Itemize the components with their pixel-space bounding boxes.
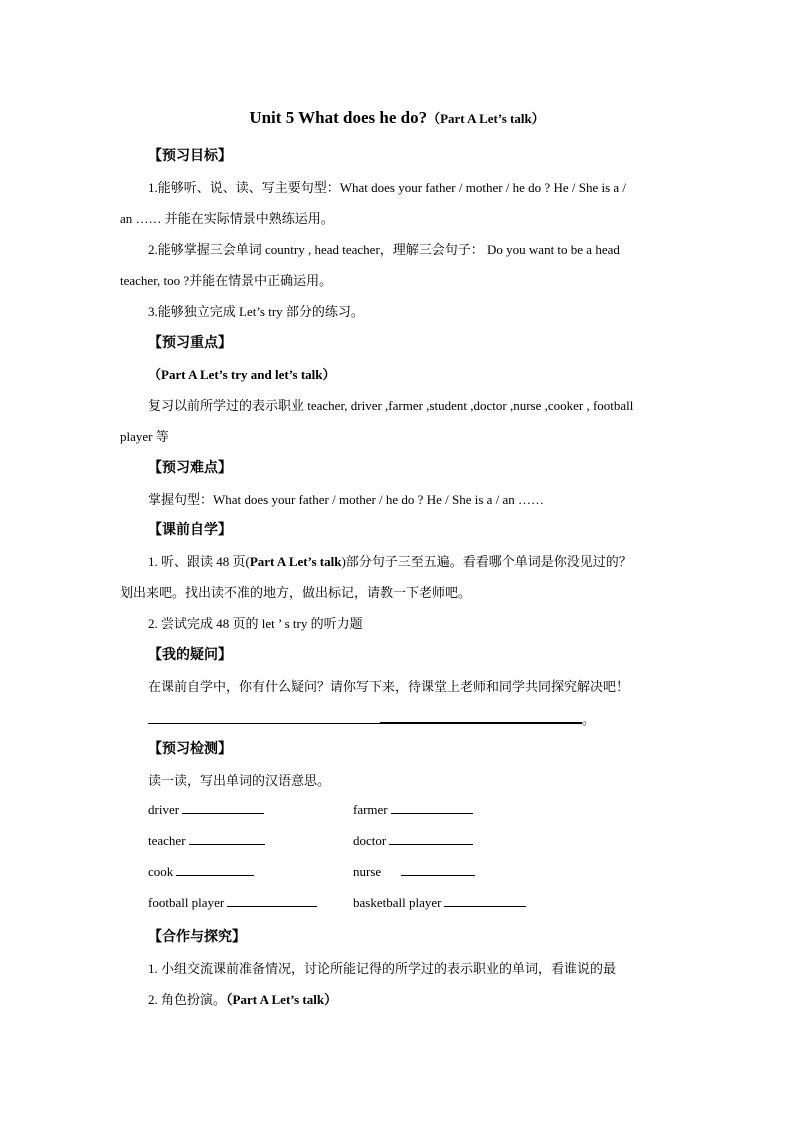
goals-item1-line1: 1.能够听、说、读、写主要句型：What does your father / mother / he do ? He / She is a / [148,180,627,195]
difficulties-heading: 【预习难点】 [148,461,232,476]
check-heading: 【预习检测】 [148,742,232,757]
questions-text: 在课前自学中，你有什么疑问？请你写下来，待课堂上老师和同学共同探究解决吧！ [148,679,630,694]
word-label: nurse [353,864,382,879]
explore-item2 [148,989,337,1008]
key-points-heading: 【预习重点】 [148,336,232,351]
word-label: driver [148,802,180,817]
key-points-line1: 复习以前所学过的表示职业 teacher, driver ,farmer ,student ,doctor ,nurse ,cooker , football [148,398,634,413]
word-label: doctor [353,833,387,848]
goals-item1-line2: an …… 并能在实际情景中熟练运用。 [120,211,334,226]
word-label: cook [148,864,174,879]
key-points-line2: player 等 [120,429,169,444]
self-study-item1-c: )部分句子三至五遍。看看哪个单词是你没见过的？ [341,554,632,569]
explore-item1: 1. 小组交流课前准备情况，讨论所能记得的所学过的表示职业的单词，看谁说的最 [148,961,617,976]
check-instruction: 读一读，写出单词的汉语意思。 [148,773,331,788]
title-sub: （Part A Let’s talk） [427,111,545,126]
word-item-football-player [148,894,317,911]
answer-blank-2[interactable] [380,711,582,724]
word-label: football player [148,895,225,910]
word-label: teacher [148,833,186,848]
word-blank[interactable] [391,801,473,814]
word-item-nurse [353,863,475,880]
word-blank[interactable] [176,863,254,876]
key-points-part: （Part A Let’s try and let’s talk） [148,367,336,382]
difficulties-text: 掌握句型：What does your father / mother / he do ? He / She is a / an …… [148,492,545,507]
self-study-item1-line1 [148,551,632,570]
page-title [0,108,794,128]
word-item-farmer [353,801,473,818]
word-blank[interactable] [401,863,475,876]
title-main: Unit 5 What does he do? [249,108,428,127]
goals-item2-line1: 2.能够掌握三会单词 country , head teacher，理解三会句子： Do you want to be a head [148,242,620,257]
self-study-heading: 【课前自学】 [148,523,232,538]
explore-item2-text: 2. 角色扮演。 [148,992,227,1007]
questions-heading: 【我的疑问】 [148,648,232,663]
goals-item3: 3.能够独立完成 Let’s try 部分的练习。 [148,304,364,319]
self-study-item1-a: 1. 听、跟读 48 页( [148,554,250,569]
word-label: basketball player [353,895,442,910]
explore-heading: 【合作与探究】 [148,930,246,945]
answer-end-mark: 。 [582,712,596,727]
word-blank[interactable] [189,832,265,845]
self-study-item1-line2: 划出来吧。找出读不准的地方，做出标记，请教一下老师吧。 [120,585,472,600]
explore-item2-part: （Part A Let’s talk） [226,992,338,1007]
answer-blank-1[interactable] [148,711,380,724]
self-study-item2: 2. 尝试完成 48 页的 let ’ s try 的听力题 [148,616,363,631]
word-item-basketball-player [353,894,526,911]
question-answer-line[interactable] [148,709,596,727]
goals-item2-line2: teacher, too ?并能在情景中正确运用。 [120,273,333,288]
self-study-item1-part: Part A Let’s talk [249,554,342,569]
word-blank[interactable] [227,894,317,907]
word-blank[interactable] [182,801,264,814]
word-blank[interactable] [444,894,526,907]
word-blank[interactable] [389,832,473,845]
goals-heading: 【预习目标】 [148,149,232,164]
word-item-teacher [148,832,265,849]
word-item-doctor [353,832,473,849]
word-item-cook [148,863,254,880]
word-label: farmer [353,802,388,817]
word-item-driver [148,801,264,818]
